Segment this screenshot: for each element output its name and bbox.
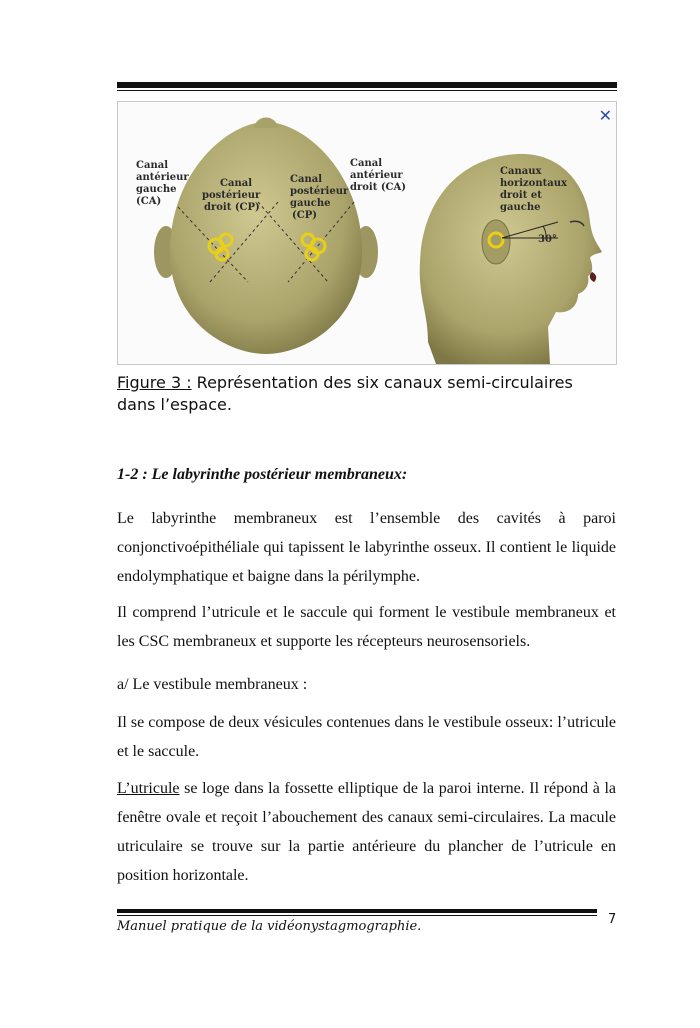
caption-text: Représentation des six canaux semi-circulaires dans l’espace. [117,373,573,414]
figure-caption [117,372,597,416]
footer-rule [117,909,597,913]
paragraph-4: Il se compose de deux vésicules contenues dans le vestibule osseux: l’utricule et le saccule. [117,714,616,760]
label-horizontal: Canaux horizontaux droit et gauche [500,166,567,213]
lips-icon [590,272,596,282]
ear-icon [482,220,510,264]
term-utricule: L’utricule [117,780,180,797]
label-cp-left: Canal postérieur droit (CP) [202,178,261,213]
section-title: 1-2 : Le labyrinthe postérieur membraneux: [117,466,408,483]
top-view-head [154,118,378,355]
paragraph-1: Le labyrinthe membraneux est l’ensemble des cavités à paroi conjonctivoépithéliale qui tapissent le labyrinthe osseux. Il contient le liquide endolymphatique et baigne dans la périlymphe. [117,510,616,585]
paragraph-5-text: se loge dans la fossette elliptique de la paroi interne. Il répond à la fenêtre ovale et reçoit l’abouchement des canaux semi-circulaires. La macule utriculaire se trouve sur la partie antérieure du plancher de l’utricule en position horizontale. [117,780,616,884]
caption-label: Figure 3 : [117,373,192,392]
header-rule [117,82,617,88]
label-angle: 30° [538,234,557,245]
footer-text: Manuel pratique de la vidéonystagmographie. [117,919,422,934]
figure-image [117,101,617,365]
paragraph-3: a/ Le vestibule membraneux : [117,676,308,693]
label-ca-right: Canal antérieur droit (CA) [350,158,407,193]
paragraph-5 [117,774,616,890]
page-number: 7 [608,912,617,927]
paragraph-2: Il comprend l’utricule et le saccule qui forment le vestibule membraneux et les CSC membraneux et supporte les récepteurs neurosensoriels. [117,604,616,650]
close-icon[interactable]: ✕ [598,106,612,125]
head-diagram [118,102,616,364]
label-cp-right: Canal postérieur gauche (CP) [290,174,349,221]
label-ca-left: Canal antérieur gauche (CA) [136,160,189,207]
